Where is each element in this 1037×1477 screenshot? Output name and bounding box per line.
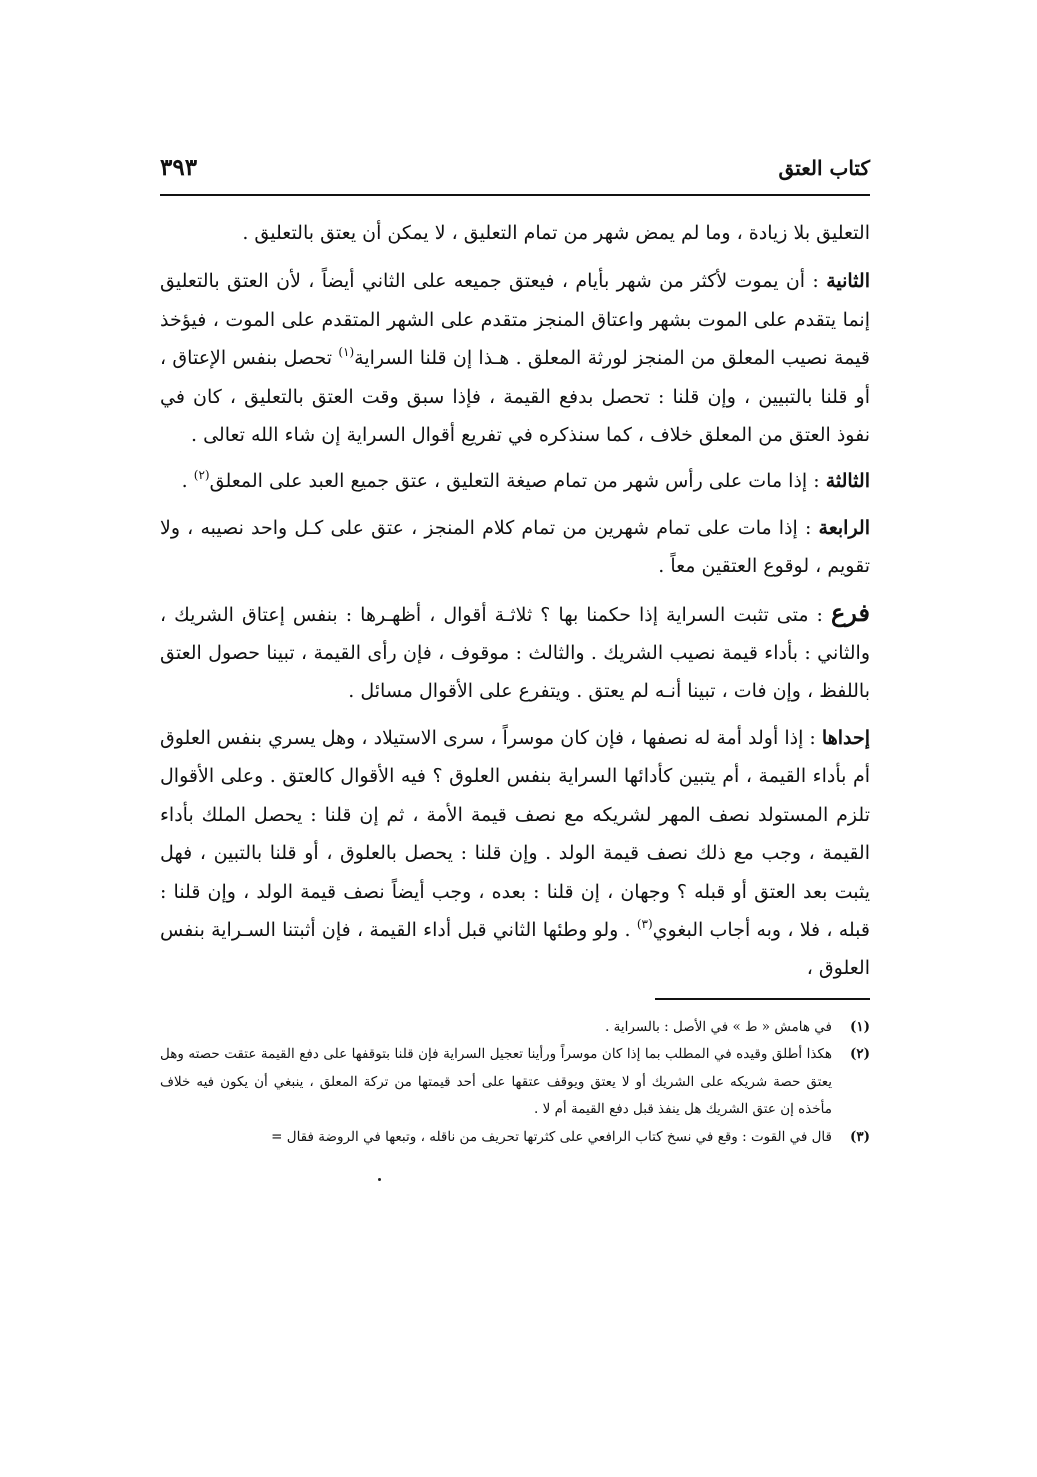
footnote-text: في هامش « ط » في الأصل : بالسراية .: [605, 1018, 832, 1035]
body-text: [160, 214, 870, 988]
paragraph-text: : إذا مات على تمام شهرين من تمام كلام المنجز ، عتق على كـل واحد نصيبه ، ولا تقويم ، لوقوع العتقين معاً .: [160, 516, 870, 578]
paragraph-lead: الثالثة: [825, 470, 870, 493]
paragraph: [160, 214, 870, 252]
paragraph-text: . ولو وطئها الثاني قبل أداء القيمة ، فإن أثبتنا السـراية بنفس العلوق ،: [160, 918, 870, 980]
header-rule: [160, 194, 870, 196]
footnotes: [160, 1014, 870, 1152]
paragraph-lead: فرع: [830, 597, 870, 627]
paragraph-text: : أن يموت لأكثر من شهر بأيام ، فيعتق جميعه على الثاني أيضاً ، لأن العتق بالتعليق إنما يتقدم على الموت بشهر واعتاق المنجز متقدم على الشهر المتقدم على الموت ، فيؤخذ قيمة نصيب المعلق من المنجز لورثة المعلق . هـذا إن قلنا السراية: [160, 270, 870, 370]
paragraph: [160, 509, 870, 586]
paragraph-text: : إذا أولد أمة له نصفها ، فإن كان موسراً ، سرى الاستيلاد ، وهل يسري بنفس العلوق أم بأداء القيمة ، أم يتبين كأدائها السراية بنفس العلوق ؟ فيه الأقوال كالعتق . وعلى الأقوال تلزم المستولد نصف المهر لشريكه مع نصف قيمة الأمة ، ثم إن قلنا : يحصل الملك بأداء القيمة ، وجب مع ذلك نصف قيمة الولد . وإن قلنا : يحصل بالعلوق ، أو قلنا بالتبين ، فهل يثبت بعد العتق أو قبله ؟ وجهان ، إن قلنا : بعده ، وجب أيضاً نصف قيمة الولد ، وإن قلنا : قبله ، فلا ، وبه أجاب البغوي: [160, 726, 870, 941]
page-number: ٣٩٣: [160, 154, 198, 181]
footnote-rule: [655, 998, 870, 1000]
paragraph: [160, 462, 870, 500]
paragraph-lead: الثانية: [826, 270, 870, 293]
paragraph-text: : متى تثبت السراية إذا حكمنا بها ؟ ثلاثـة أقوال ، أظهـرها : بنفس إعتاق الشريك ، والثاني : بأداء قيمة نصيب الشريك . والثالث : موقوف ، فإن رأى القيمة ، تبينا حصول العتق باللفظ ، وإن فات ، تبينا أنـه لم يعتق . ويتفرع على الأقوال مسائل .: [160, 603, 870, 703]
book-title: كتاب العتق: [778, 156, 870, 180]
paragraph-text: .: [181, 470, 194, 493]
paragraph-text: : إذا مات على رأس شهر من تمام صيغة التعليق ، عتق جميع العبد على المعلق: [209, 470, 826, 493]
paragraph-text: تحصل بنفس الإعتاق ، أو قلنا بالتبيين ، وإن قلنا : تحصل بدفع القيمة ، فإذا سبق وقت العتق بالتعليق ، كان في نفوذ العتق من المعلق خلاف ، كما سنذكره في تفريع أقوال السراية إن شاء الله تعالى .: [160, 347, 870, 447]
page: [160, 150, 870, 1151]
footnote-ref: (٢): [193, 468, 210, 483]
footnote-number: (٣): [849, 1128, 870, 1145]
footnote: [160, 1124, 870, 1152]
scan-speck: [378, 1178, 381, 1181]
footnote-ref: (١): [338, 345, 355, 360]
paragraph: [160, 719, 870, 988]
paragraph: [160, 262, 870, 454]
footnote: [160, 1014, 870, 1042]
paragraph-text: التعليق بلا زيادة ، وما لم يمض شهر من تمام التعليق ، لا يمكن أن يعتق بالتعليق .: [242, 222, 870, 244]
footnote-ref: (٣): [636, 916, 653, 931]
footnote: [160, 1041, 870, 1124]
footnote-text: هكذا أطلق وقيده في المطلب بما إذا كان موسراً ورأينا تعجيل السراية فإن قلنا بتوقفها على دفع القيمة عتقت حصته وهل يعتق حصة شريكه على الشريك أو لا يعتق ويوقف عتقها على أحد قيمتها من تركة المعلق ، ينبغي أن يكون فيه خلاف مأخذه إن عتق الشريك هل ينفذ قبل دفع القيمة أم لا .: [160, 1046, 832, 1118]
footnote-text: قال في القوت : وقع في نسخ كتاب الرافعي على كثرتها تحريف من ناقله ، وتبعها في الروضة فقال =: [271, 1128, 832, 1145]
paragraph-lead: الرابعة: [818, 516, 871, 539]
paragraph-lead: إحداها: [821, 726, 870, 749]
running-head: [160, 150, 870, 190]
footnote-number: (٢): [849, 1046, 870, 1063]
footnote-number: (١): [849, 1018, 870, 1035]
paragraph: [160, 594, 870, 711]
